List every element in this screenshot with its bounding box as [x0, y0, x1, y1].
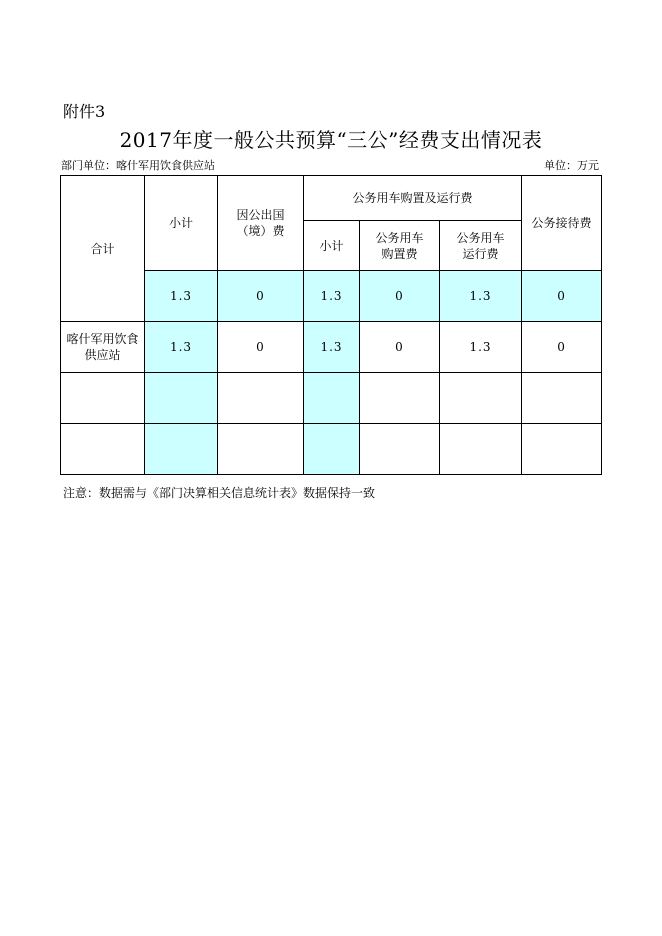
empty-cell	[304, 373, 360, 424]
empty-cell	[440, 373, 522, 424]
cell-unit-name	[61, 322, 145, 373]
empty-cell	[61, 424, 145, 475]
header-subtotal: 小计	[145, 176, 218, 271]
header-abroad	[218, 176, 304, 271]
table-row	[61, 373, 602, 424]
department-label: 部门单位：喀什军用饮食供应站	[61, 159, 215, 172]
empty-cell	[145, 424, 218, 475]
cell-vehicle-subtotal: 1.3	[304, 322, 360, 373]
empty-cell	[360, 373, 440, 424]
empty-cell	[218, 373, 304, 424]
header-vehicle-group: 公务用车购置及运行费	[304, 176, 522, 221]
header-vehicle-purchase-text: 公务用车购置费	[375, 230, 424, 261]
cell-subtotal: 1.3	[145, 322, 218, 373]
cell-subtotal: 1.3	[145, 271, 218, 322]
header-reception: 公务接待费	[522, 176, 602, 271]
cell-vehicle-purchase: 0	[360, 271, 440, 322]
page-title: 2017年度一般公共预算“三公”经费支出情况表	[119, 128, 543, 152]
header-vehicle-running	[440, 221, 522, 271]
header-abroad-text: 因公出国（境）费	[236, 208, 285, 238]
cell-vehicle-running: 1.3	[440, 271, 522, 322]
cell-vehicle-purchase: 0	[360, 322, 440, 373]
table-row	[61, 424, 602, 475]
cell-vehicle-running: 1.3	[440, 322, 522, 373]
footnote: 注意：数据需与《部门决算相关信息统计表》数据保持一致	[63, 486, 376, 500]
empty-cell	[304, 424, 360, 475]
header-total: 合计	[61, 176, 145, 322]
unit-label: 单位：万元	[544, 159, 599, 172]
empty-cell	[218, 424, 304, 475]
empty-cell	[360, 424, 440, 475]
empty-cell	[145, 373, 218, 424]
header-vehicle-subtotal: 小计	[304, 221, 360, 271]
empty-cell	[61, 373, 145, 424]
cell-abroad: 0	[218, 271, 304, 322]
expense-table	[60, 175, 602, 475]
cell-reception: 0	[522, 322, 602, 373]
cell-unit-name-text: 喀什军用饮食供应站	[66, 332, 139, 362]
empty-cell	[522, 424, 602, 475]
empty-cell	[522, 373, 602, 424]
cell-vehicle-subtotal: 1.3	[304, 271, 360, 322]
header-vehicle-running-text: 公务用车运行费	[456, 230, 505, 261]
table-row	[61, 322, 602, 373]
cell-abroad: 0	[218, 322, 304, 373]
header-vehicle-purchase	[360, 221, 440, 271]
cell-reception: 0	[522, 271, 602, 322]
attachment-label: 附件3	[63, 102, 106, 121]
empty-cell	[440, 424, 522, 475]
